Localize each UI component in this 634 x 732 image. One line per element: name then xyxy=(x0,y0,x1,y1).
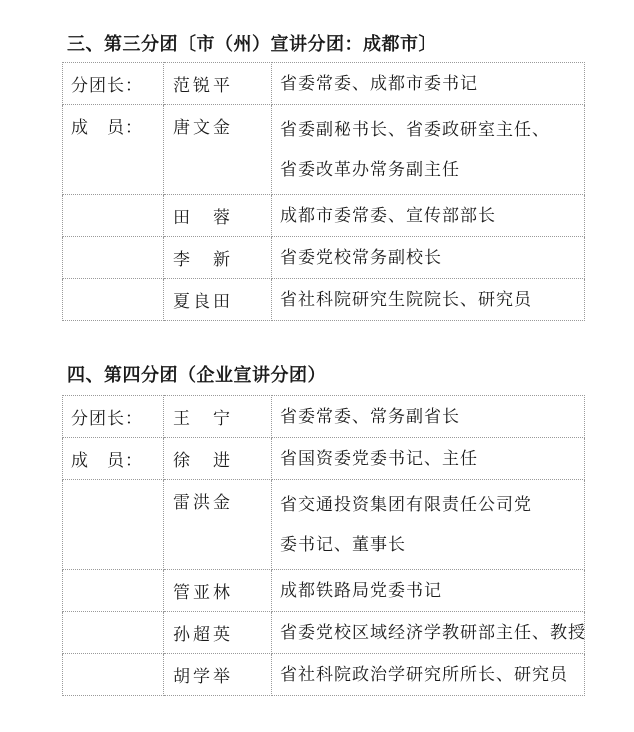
table-row xyxy=(63,237,585,279)
member-name: 范锐平 xyxy=(164,63,272,105)
member-name: 李 新 xyxy=(164,237,272,279)
section-3-heading: 三、第三分团〔市（州）宣讲分团：成都市〕 xyxy=(67,34,437,55)
table-row xyxy=(63,480,585,570)
member-title xyxy=(272,237,585,279)
member-name: 孙超英 xyxy=(164,612,272,654)
member-name: 夏良田 xyxy=(164,279,272,321)
table-row xyxy=(63,195,585,237)
table-row xyxy=(63,63,585,105)
role-label: 成 员： xyxy=(63,438,164,480)
member-title-line: 委书记、董事长 xyxy=(280,534,406,555)
role-label: 成 员： xyxy=(63,105,164,195)
role-label xyxy=(63,570,164,612)
role-label xyxy=(63,279,164,321)
role-label xyxy=(63,480,164,570)
member-name: 徐 进 xyxy=(164,438,272,480)
member-title xyxy=(272,438,585,480)
role-label: 分团长： xyxy=(63,63,164,105)
section-4-roster-table xyxy=(62,395,585,696)
section-4-heading: 四、第四分团（企业宣讲分团） xyxy=(67,365,326,386)
table-row xyxy=(63,396,585,438)
member-title xyxy=(272,63,585,105)
member-title-line: 省交通投资集团有限责任公司党 xyxy=(280,494,532,515)
member-title xyxy=(272,480,585,570)
table-row xyxy=(63,438,585,480)
table-row xyxy=(63,570,585,612)
section-3-roster-table xyxy=(62,62,585,321)
member-title xyxy=(272,279,585,321)
table-row xyxy=(63,105,585,195)
member-title xyxy=(272,195,585,237)
member-title-line: 省委改革办常务副主任 xyxy=(280,159,460,180)
role-label: 分团长： xyxy=(63,396,164,438)
member-title-line: 成都市委常委、宣传部部长 xyxy=(280,205,496,226)
member-title xyxy=(272,612,585,654)
member-title-line: 成都铁路局党委书记 xyxy=(280,580,442,601)
member-title-line: 省委常委、常务副省长 xyxy=(280,406,460,427)
member-title xyxy=(272,396,585,438)
member-title xyxy=(272,654,585,696)
member-title xyxy=(272,570,585,612)
table-row xyxy=(63,654,585,696)
member-title xyxy=(272,105,585,195)
table-row xyxy=(63,279,585,321)
member-name: 胡学举 xyxy=(164,654,272,696)
member-name: 唐文金 xyxy=(164,105,272,195)
member-name: 雷洪金 xyxy=(164,480,272,570)
member-name: 田 蓉 xyxy=(164,195,272,237)
member-title-line: 省委常委、成都市委书记 xyxy=(280,73,478,94)
member-title-line: 省社科院政治学研究所所长、研究员 xyxy=(280,664,568,685)
member-name: 管亚林 xyxy=(164,570,272,612)
member-title-line: 省委党校常务副校长 xyxy=(280,247,442,268)
member-title-line: 省委党校区域经济学教研部主任、教授 xyxy=(280,622,586,643)
member-title-line: 省社科院研究生院院长、研究员 xyxy=(280,289,532,310)
member-name: 王 宁 xyxy=(164,396,272,438)
member-title-line: 省委副秘书长、省委政研室主任、 xyxy=(280,119,550,140)
role-label xyxy=(63,195,164,237)
member-title-line: 省国资委党委书记、主任 xyxy=(280,448,478,469)
role-label xyxy=(63,654,164,696)
role-label xyxy=(63,612,164,654)
table-row xyxy=(63,612,585,654)
role-label xyxy=(63,237,164,279)
